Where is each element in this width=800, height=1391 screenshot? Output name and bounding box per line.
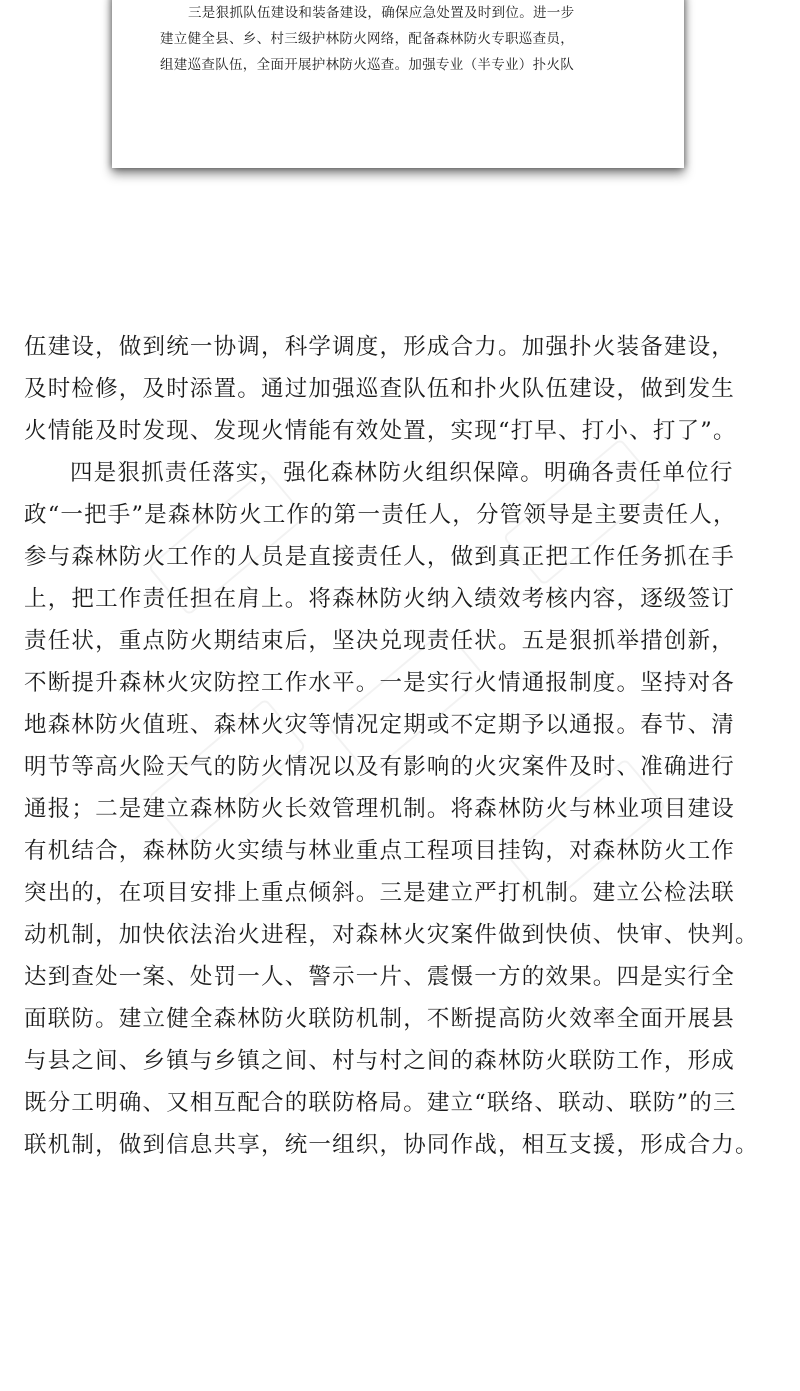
- body-text-line: 伍建设，做到统一协调，科学调度，形成合力。加强扑火装备建设，: [24, 334, 736, 360]
- body-text-line: 火情能及时发现、发现火情能有效处置，实现“打早、打小、打了”。: [24, 418, 737, 444]
- body-text-line: 联机制，做到信息共享，统一组织，协同作战，相互支援，形成合力。: [24, 1132, 759, 1158]
- card-text-line: 组建巡查队伍，全面开展护林防火巡查。加强专业（半专业）扑火队: [160, 57, 574, 73]
- body-text-line: 面联防。建立健全森林防火联防机制，不断提高防火效率全面开展县: [24, 1006, 736, 1032]
- card-text-line: 建立健全县、乡、村三级护林防火网络，配备森林防火专职巡查员，: [160, 31, 574, 47]
- body-text-line: 地森林防火值班、森林火灾等情况定期或不定期予以通报。春节、清: [24, 712, 736, 738]
- body-text-line: 责任状，重点防火期结束后，坚决兑现责任状。五是狠抓举措创新，: [24, 628, 736, 654]
- card-text-line: 三是狠抓队伍建设和装备建设，确保应急处置及时到位。进一步: [188, 5, 575, 21]
- body-text-line: 参与森林防火工作的人员是直接责任人，做到真正把工作任务抓在手: [24, 544, 736, 570]
- card-paragraph: [160, 0, 650, 78]
- body-text-line: 通报；二是建立森林防火长效管理机制。将森林防火与林业项目建设: [24, 796, 736, 822]
- body-text-line: 及时检修，及时添置。通过加强巡查队伍和扑火队伍建设，做到发生: [24, 376, 736, 402]
- body-text-line: 与县之间、乡镇与乡镇之间、村与村之间的森林防火联防工作，形成: [24, 1048, 736, 1074]
- body-paragraphs: [24, 326, 794, 1166]
- body-text-line: 四是狠抓责任落实，强化森林防火组织保障。明确各责任单位行: [70, 460, 734, 486]
- document-preview-card: [112, 0, 684, 168]
- body-text-line: 明节等高火险天气的防火情况以及有影响的火灾案件及时、准确进行: [24, 754, 736, 780]
- body-text-line: 达到查处一案、处罚一人、警示一片、震慑一方的效果。四是实行全: [24, 964, 736, 990]
- body-text-line: 政“一把手”是森林防火工作的第一责任人，分管领导是主要责任人，: [24, 502, 737, 528]
- body-text-line: 不断提升森林火灾防控工作水平。一是实行火情通报制度。坚持对各: [24, 670, 736, 696]
- body-text-line: 既分工明确、又相互配合的联防格局。建立“联络、联动、联防”的三: [24, 1090, 737, 1116]
- body-text-line: 突出的，在项目安排上重点倾斜。三是建立严打机制。建立公检法联: [24, 880, 736, 906]
- body-text-line: 有机结合，森林防火实绩与林业重点工程项目挂钩，对森林防火工作: [24, 838, 736, 864]
- body-text-line: 动机制，加快依法治火进程，对森林火灾案件做到快侦、快审、快判。: [24, 922, 759, 948]
- body-text-line: 上，把工作责任担在肩上。将森林防火纳入绩效考核内容，逐级签订: [24, 586, 736, 612]
